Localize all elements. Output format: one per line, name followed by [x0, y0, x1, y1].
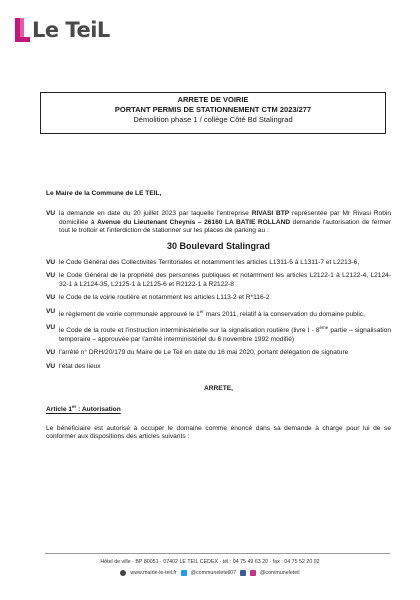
social-handle[interactable]: @communeleteil	[260, 570, 300, 576]
vu-text: le règlement de voirie communale approuvé le 1er mars 2011, relatif à la conservation du domaine public,	[59, 308, 365, 318]
vu-text: la demande en date du 20 juillet 2023 par laquelle l'entreprise RIVASI BTP représentée par Mr Rivasi Robin domiciliée à Avenue du Lieutenant Cheynis – 26160 LA BATIE ROLLAND demande l'autorisation de fermer tout le trottoir et l'interdiction de stationner sur les places de parking au :	[59, 210, 392, 235]
vu-item	[46, 259, 391, 267]
vu-label: VU	[46, 324, 56, 332]
document-body	[46, 190, 391, 442]
vu-item	[46, 324, 391, 344]
vu-item	[46, 308, 391, 320]
article-text: Le bénéficiaire est autorisé à occuper le domaine comme énoncé dans sa demande à charge pour lui de se conformer aux dispositions des articles suivants :	[46, 425, 391, 441]
arrete-heading: ARRETE,	[204, 385, 233, 393]
title-box	[40, 92, 386, 134]
vu-label: VU	[46, 307, 56, 315]
instagram-icon	[250, 570, 256, 576]
vu-text: le Code de la voirie routière et notamment les articles L113-2 et R*116-2	[59, 294, 270, 302]
twitter-icon	[181, 570, 187, 576]
vu-label: VU	[46, 210, 56, 218]
footer-links	[0, 570, 420, 576]
vu-item	[46, 294, 391, 302]
website-link[interactable]: www.mairie-le-teil.fr	[130, 570, 177, 576]
vu-label: VU	[46, 362, 56, 370]
vu-item	[46, 272, 391, 289]
logo-mark-icon	[15, 18, 30, 42]
vu-label: VU	[46, 294, 56, 302]
vu-item	[46, 210, 391, 235]
footer-address: Hôtel de ville · BP 80051 · 07402 LE TEIL CEDEX · tél : 04 75 49 63 20 · fax : 04 75 52 20 92	[100, 559, 320, 565]
vu-text: le Code de la route et l'instruction interministérielle sur la signalisation routière (livre I - 8ème partie – signalisation temporaire – approuvée par l'arrêté interministériel du 6 novembre 1992 modifié)	[59, 325, 391, 343]
vu-text: le Code Général de la propriété des personnes publiques et notamment les articles L2122-1 à L2122-4, L2124-32-1 à L2124-35, L2125-1 à L2125-6 et R2122-1 à R2122-8	[59, 272, 391, 288]
facebook-icon	[240, 570, 246, 576]
vu-label: VU	[46, 259, 56, 267]
vu-label: VU	[46, 349, 56, 357]
globe-icon	[120, 570, 126, 576]
address: 30 Boulevard Stalingrad	[166, 240, 271, 251]
vu-item	[46, 363, 391, 371]
maire-heading: Le Maire de la Commune de LE TEIL,	[46, 190, 162, 197]
logo	[15, 18, 110, 42]
vu-text: l'arrêté n° DRH/20/179 du Maire de Le Teil en date du 16 mai 2020, portant délégation de signature	[59, 349, 349, 357]
title-line2: PORTANT PERMIS DE STATIONNEMENT CTM 2023/277	[114, 105, 312, 114]
vu-label: VU	[46, 272, 56, 280]
article-heading: Article 1er : Autorisation	[46, 404, 121, 414]
footer-divider	[45, 553, 390, 554]
vu-text: l'état des lieux	[59, 362, 101, 370]
logo-text: Le TeiL	[32, 18, 110, 42]
vu-text: le Code Général des Collectivités Territoriales et notamment les articles L1311-5 à L1311-7 et L2213-6,	[59, 259, 360, 267]
vu-item	[46, 349, 391, 357]
twitter-handle[interactable]: @communeleteil07	[190, 570, 237, 576]
title-line3: Démolition phase 1 / collège Côté Bd Stalingrad	[133, 115, 293, 124]
title-line1: ARRETE DE VOIRIE	[177, 95, 249, 104]
